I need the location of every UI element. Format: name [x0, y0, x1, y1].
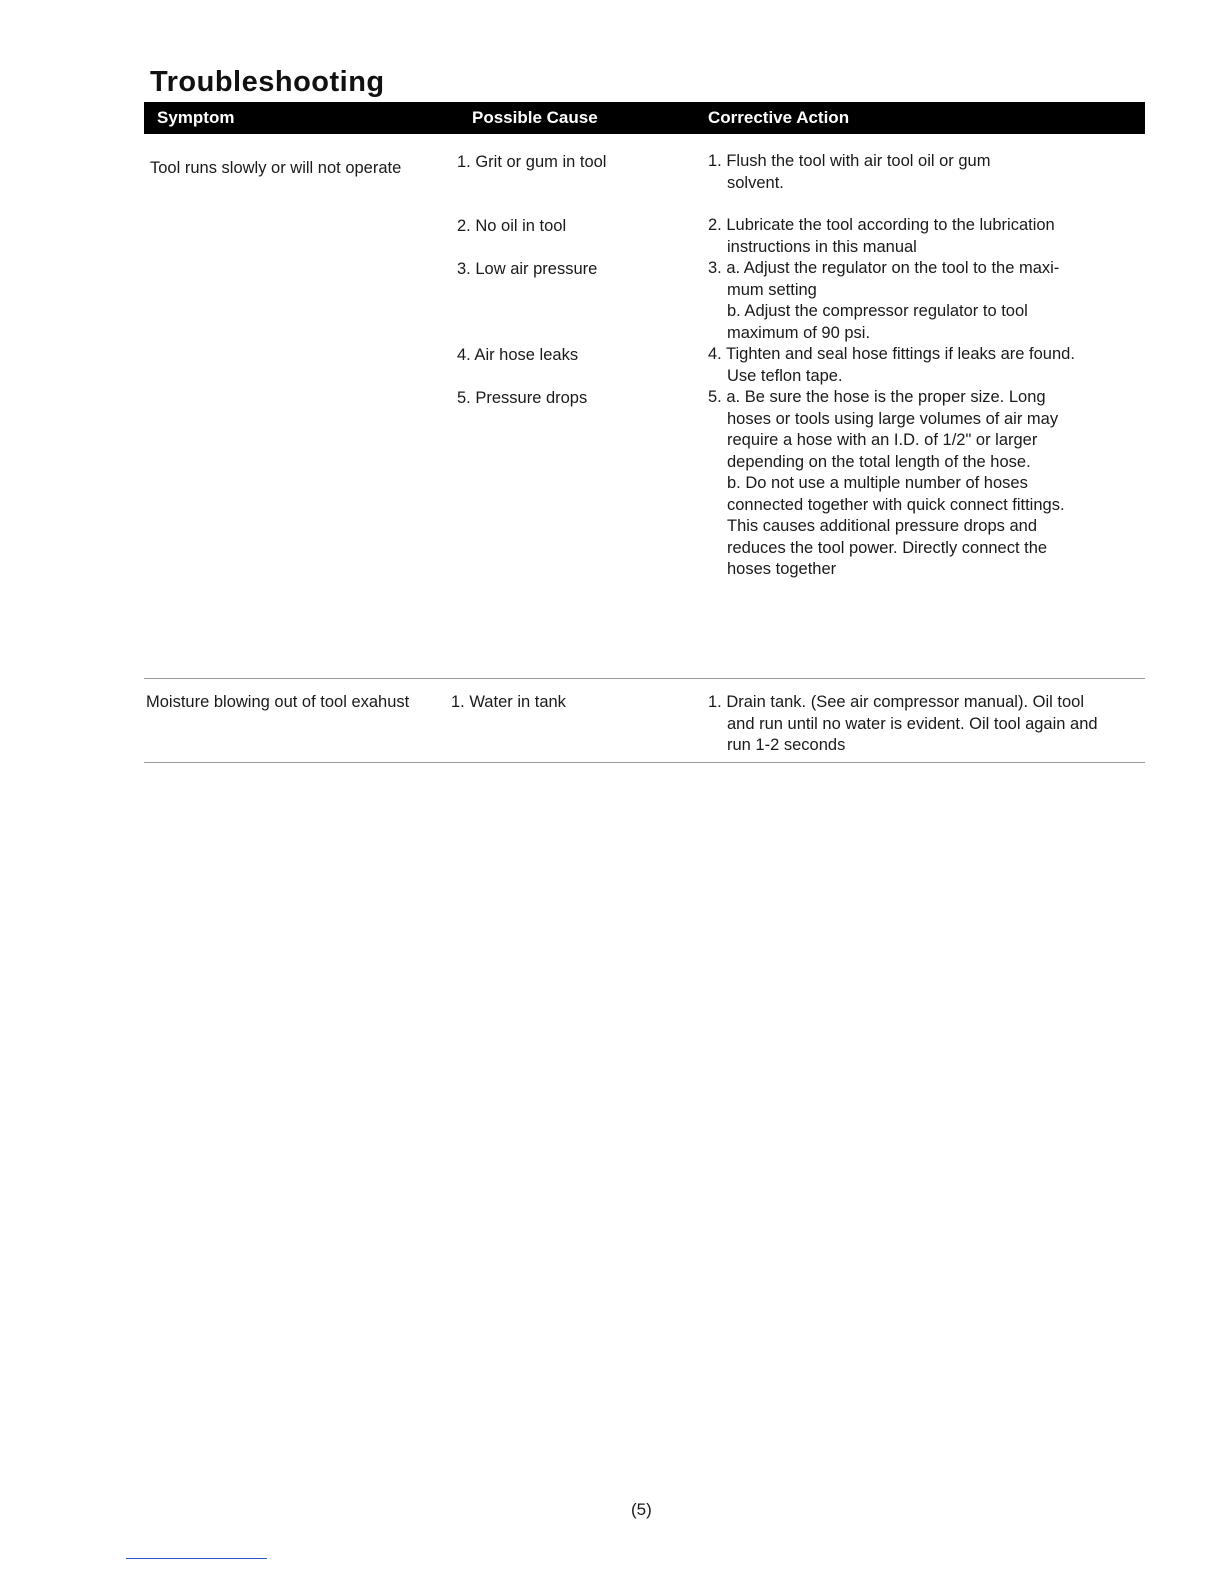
action-line: 3. a. Adjust the regulator on the tool to the maxi- — [708, 259, 1060, 277]
action-line: hoses or tools using large volumes of air may — [727, 409, 1059, 428]
page-number: (5) — [631, 1500, 652, 1519]
action-line: reduces the tool power. Directly connect the — [727, 538, 1048, 557]
header-corrective-action: Corrective Action — [708, 108, 850, 127]
symptom-row2: Moisture blowing out of tool exahust — [146, 693, 410, 711]
action-line: solvent. — [727, 173, 784, 192]
action-line: hoses together — [727, 560, 837, 578]
action-line: and run until no water is evident. Oil tool again and — [727, 714, 1098, 733]
action-line: run 1-2 seconds — [727, 736, 846, 754]
cause-5: 5. Pressure drops — [457, 389, 588, 407]
action-line: connected together with quick connect fittings. — [727, 495, 1065, 514]
symptom-row1: Tool runs slowly or will not operate — [150, 159, 402, 177]
action-1 — [708, 151, 990, 194]
action-5 — [708, 387, 1065, 581]
action-line: b. Adjust the compressor regulator to tool — [727, 302, 1028, 320]
action-2 — [708, 215, 1055, 258]
cause-2: 2. No oil in tool — [457, 217, 567, 235]
action-line: b. Do not use a multiple number of hoses — [727, 474, 1028, 492]
action-3 — [708, 258, 1059, 344]
action-line: 4. Tighten and seal hose fittings if leaks are found. — [708, 345, 1075, 363]
action-line: 2. Lubricate the tool according to the lubrication — [708, 216, 1055, 234]
cause-row2: 1. Water in tank — [451, 693, 566, 711]
action-line: 1. Drain tank. (See air compressor manual). Oil tool — [708, 693, 1084, 711]
action-line: Use teflon tape. — [727, 366, 843, 385]
action-line: This causes additional pressure drops and — [727, 517, 1038, 535]
table-header — [144, 102, 1145, 134]
action-line: instructions in this manual — [727, 237, 917, 256]
footer-link-line — [126, 1558, 267, 1559]
table-bottom-rule — [144, 762, 1145, 763]
action-line: 1. Flush the tool with air tool oil or gum — [708, 152, 991, 170]
action-line: 5. a. Be sure the hose is the proper size. Long — [708, 388, 1046, 406]
action-row2 — [708, 692, 1098, 757]
cause-3: 3. Low air pressure — [457, 260, 598, 278]
row-divider — [144, 678, 1145, 679]
action-line: mum setting — [727, 280, 817, 299]
action-line: depending on the total length of the hose. — [727, 452, 1031, 471]
cause-4: 4. Air hose leaks — [457, 346, 579, 364]
page-title: Troubleshooting — [150, 66, 385, 98]
header-possible-cause: Possible Cause — [472, 108, 598, 127]
action-4 — [708, 344, 1075, 387]
cause-1: 1. Grit or gum in tool — [457, 153, 607, 171]
action-line: require a hose with an I.D. of 1/2" or larger — [727, 431, 1038, 449]
header-symptom: Symptom — [157, 108, 235, 127]
action-line: maximum of 90 psi. — [727, 323, 871, 342]
